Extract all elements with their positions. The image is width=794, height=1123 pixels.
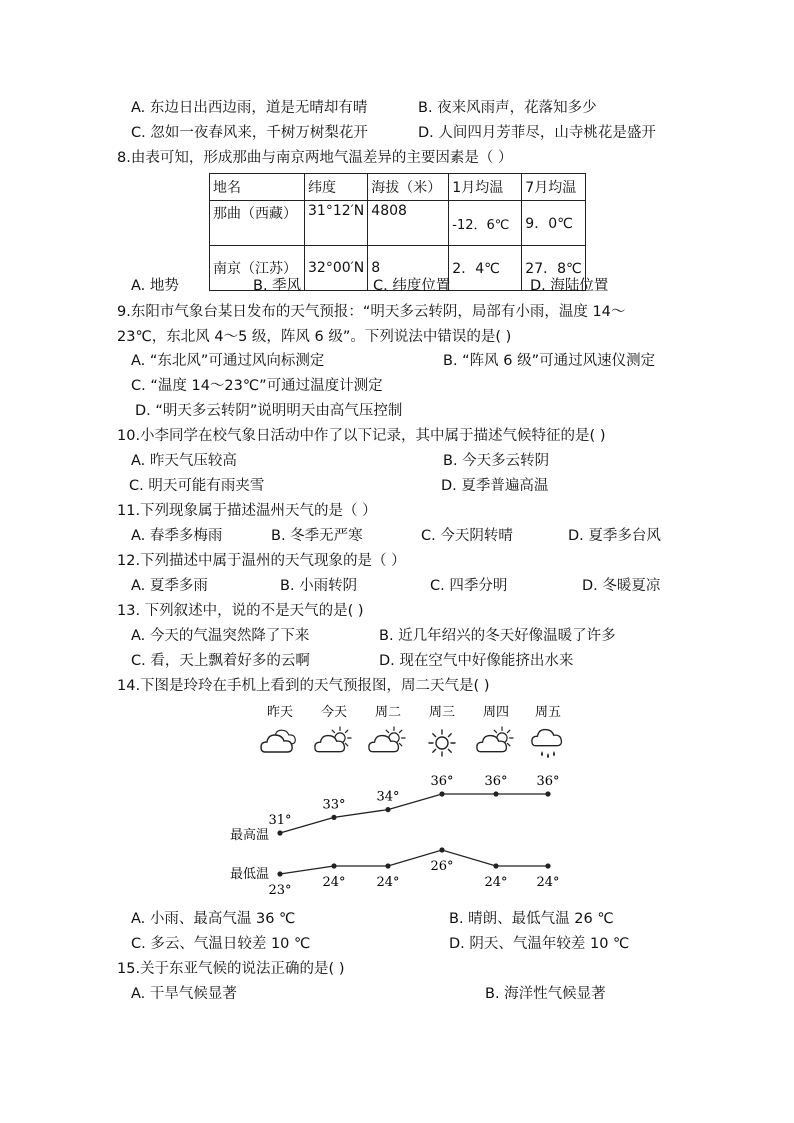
high-temp-point	[385, 807, 390, 812]
q9-option-c: C. “温度 14～23℃”可通过温度计测定	[131, 378, 383, 394]
q11-stem: 11.下列现象属于描述温州天气的是（ ）	[117, 503, 377, 519]
q13-option-c: C. 看，天上飘着好多的云啊	[131, 653, 310, 669]
cloudy-icon	[261, 730, 295, 752]
high-temp-label: 34°	[376, 789, 400, 805]
q7-option-d: D. 人间四月芳菲尽，山寺桃花是盛开	[418, 125, 656, 141]
q9-option-a: A. “东北风”可通过风向标测定	[131, 353, 325, 369]
table-cell: 那曲（西藏）	[210, 201, 305, 246]
q14-stem: 14.下图是玲玲在手机上看到的天气预报图，周二天气是( )	[117, 678, 490, 694]
low-temp-point	[331, 863, 336, 868]
table-cell: 8	[368, 246, 449, 291]
day-label: 周四	[482, 705, 510, 720]
low-temp-point	[545, 863, 550, 868]
high-temp-label: 36°	[484, 774, 508, 789]
q12-option-a: A. 夏季多雨	[131, 578, 208, 594]
table-header-cell: 1月均温	[449, 174, 522, 201]
q8-stem: 8.由表可知，形成那曲与南京两地气温差异的主要因素是（ ）	[117, 150, 513, 166]
table-cell: 32°00′N	[305, 246, 368, 291]
day-label: 今天	[320, 705, 348, 720]
day-label: 周五	[534, 705, 562, 720]
high-temp-point	[439, 791, 444, 796]
weather-forecast-chart	[228, 698, 568, 904]
table-cell: 9．0℃	[522, 201, 585, 246]
q10-stem: 10.小李同学在校气象日活动中作了以下记录，其中属于描述气候特征的是( )	[117, 428, 606, 444]
low-temp-label: 23°	[268, 883, 292, 898]
q10-option-c: C. 明天可能有雨夹雪	[129, 478, 265, 494]
q12-option-c: C. 四季分明	[430, 578, 508, 594]
low-temp-label: 24°	[536, 875, 560, 890]
table-cell: 4808	[368, 201, 449, 246]
q14-option-b: B. 晴朗、最低气温 26 ℃	[449, 911, 614, 927]
high-temp-label: 36°	[536, 774, 560, 789]
q9-stem-line2: 23℃，东北风 4～5 级，阵风 6 级”。下列说法中错误的是( )	[117, 329, 512, 345]
q10-option-b: B. 今天多云转阴	[443, 453, 550, 469]
table-header-cell: 海拔（米）	[368, 174, 449, 201]
day-label: 周三	[428, 705, 456, 720]
high-temp-point	[277, 830, 282, 835]
q7-option-b: B. 夜来风雨声，花落知多少	[418, 100, 597, 116]
low-temp-label: 26°	[430, 859, 454, 874]
partly-sunny-icon	[477, 727, 513, 752]
q9-option-b: B. “阵风 6 级”可通过风速仪测定	[443, 353, 656, 369]
partly-sunny-icon	[315, 727, 351, 752]
table-header-cell: 纬度	[305, 174, 368, 201]
legend-high: 最高温	[230, 828, 270, 843]
day-label: 昨天	[266, 705, 294, 720]
table-cell: 27．8℃	[522, 246, 585, 291]
q12-option-d: D. 冬暖夏凉	[582, 578, 661, 594]
low-temp-label: 24°	[322, 875, 346, 890]
low-temp-line	[280, 850, 548, 874]
q11-option-a: A. 春季多梅雨	[131, 528, 223, 544]
q8-option-a: A. 地势	[131, 278, 179, 294]
q14-option-c: C. 多云、气温日较差 10 ℃	[131, 936, 311, 952]
table-header-cell: 7月均温	[522, 174, 585, 201]
high-temp-label: 36°	[430, 774, 454, 789]
table-row	[210, 201, 586, 246]
q15-stem: 15.关于东亚气候的说法正确的是( )	[117, 961, 345, 977]
low-temp-point	[439, 847, 444, 852]
table-header-row	[210, 174, 586, 201]
table-cell: 南京（江苏）	[210, 246, 305, 291]
q9-option-d: D. “明天多云转阴”说明明天由高气压控制	[135, 403, 403, 419]
table-cell: -12．6℃	[449, 201, 522, 246]
low-temp-label: 24°	[484, 875, 508, 890]
q11-option-c: C. 今天阴转晴	[421, 528, 513, 544]
q12-option-b: B. 小雨转阴	[280, 578, 358, 594]
q11-option-b: B. 冬季无严寒	[271, 528, 363, 544]
q13-stem: 13. 下列叙述中，说的不是天气的是( )	[117, 603, 364, 619]
q12-stem: 12.下列描述中属于温州的天气现象的是（ ）	[117, 553, 406, 569]
high-temp-point	[545, 791, 550, 796]
high-temp-point	[493, 791, 498, 796]
q9-stem-line1: 9.东阳市气象台某日发布的天气预报：“明天多云转阴，局部有小雨，温度 14～	[117, 304, 626, 320]
low-temp-label: 24°	[376, 875, 400, 890]
table-cell: 2．4℃	[449, 246, 522, 291]
q13-option-b: B. 近几年绍兴的冬天好像温暖了许多	[379, 628, 616, 644]
q7-option-a: A. 东边日出西边雨，道是无晴却有晴	[131, 100, 368, 116]
low-temp-point	[493, 863, 498, 868]
q8-option-d: D. 海陆位置	[530, 278, 609, 294]
q7-option-c: C. 忽如一夜春风来，千树万树梨花开	[131, 125, 368, 141]
high-temp-label: 31°	[268, 813, 292, 828]
q15-option-b: B. 海洋性气候显著	[485, 986, 606, 1002]
q8-option-c: C. 纬度位置	[373, 278, 451, 294]
q14-option-a: A. 小雨、最高气温 36 ℃	[131, 911, 296, 927]
day-label: 周二	[374, 705, 402, 720]
high-temp-label: 33°	[322, 797, 346, 813]
q8-table	[209, 173, 586, 291]
high-temp-line	[280, 794, 548, 833]
rain-icon	[532, 730, 562, 758]
q11-option-d: D. 夏季多台风	[568, 528, 661, 544]
q8-option-b: B. 季风	[253, 278, 302, 294]
q14-option-d: D. 阴天、气温年较差 10 ℃	[449, 936, 630, 952]
low-temp-point	[277, 871, 282, 876]
high-temp-point	[331, 815, 336, 820]
legend-low: 最低温	[230, 867, 270, 882]
low-temp-point	[385, 863, 390, 868]
q10-option-a: A. 昨天气压较高	[131, 453, 237, 469]
table-header-cell: 地名	[210, 174, 305, 201]
table-cell: 31°12′N	[305, 201, 368, 246]
partly-sunny-icon	[369, 727, 405, 752]
q10-option-d: D. 夏季普遍高温	[441, 478, 549, 494]
sunny-icon	[429, 730, 455, 756]
q13-option-a: A. 今天的气温突然降了下来	[131, 628, 310, 644]
q13-option-d: D. 现在空气中好像能挤出水来	[379, 653, 574, 669]
q15-option-a: A. 干旱气候显著	[131, 986, 237, 1002]
